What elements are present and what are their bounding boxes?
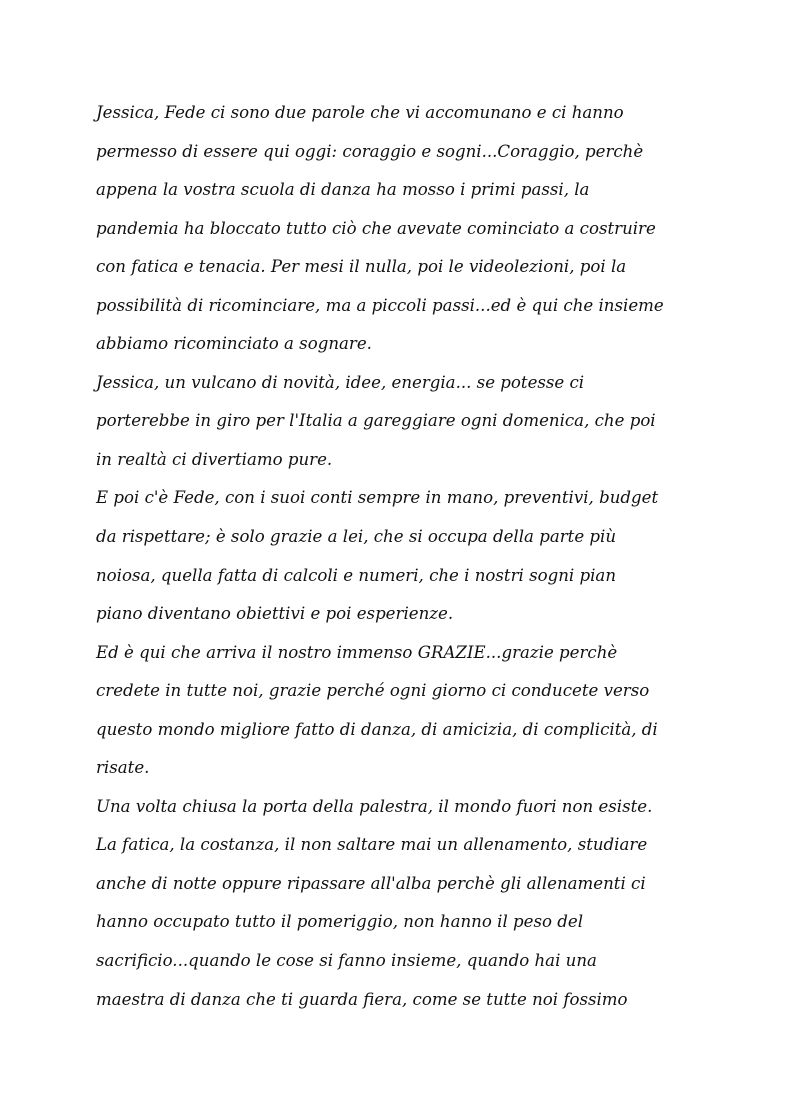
text-line: La fatica, la costanza, il non saltare mai un allenamento, studiare — [96, 835, 648, 855]
text-line: pandemia ha bloccato tutto ciò che avevate cominciato a costruire — [96, 218, 656, 238]
text-line: sacrificio...quando le cose si fanno insieme, quando hai una — [96, 951, 597, 971]
text-line: in realtà ci divertiamo pure. — [96, 449, 333, 469]
text-line: permesso di essere qui oggi: coraggio e sogni...Coraggio, perchè — [96, 141, 644, 161]
text-line: anche di notte oppure ripassare all'alba perchè gli allenamenti ci — [96, 873, 646, 893]
text-line: questo mondo migliore fatto di danza, di amicizia, di complicità, di — [96, 719, 658, 739]
text-line: risate. — [96, 758, 150, 778]
letter-body — [96, 94, 716, 1019]
text-line: Una volta chiusa la porta della palestra, il mondo fuori non esiste. — [96, 796, 653, 816]
text-line: porterebbe in giro per l'Italia a gareggiare ogni domenica, che poi — [96, 411, 656, 431]
text-line: maestra di danza che ti guarda fiera, come se tutte noi fossimo — [96, 989, 628, 1009]
text-line: abbiamo ricominciato a sognare. — [96, 334, 372, 354]
text-line: Jessica, Fede ci sono due parole che vi accomunano e ci hanno — [96, 103, 624, 122]
text-line: Ed è qui che arriva il nostro immenso GRAZIE...grazie perchè — [96, 642, 618, 662]
text-line: da rispettare; è solo grazie a lei, che si occupa della parte più — [96, 527, 617, 547]
text-line: noiosa, quella fatta di calcoli e numeri, che i nostri sogni pian — [96, 565, 617, 585]
text-line: Jessica, un vulcano di novità, idee, energia... se potesse ci — [96, 372, 585, 392]
text-line: hanno occupato tutto il pomeriggio, non hanno il peso del — [96, 912, 583, 932]
text-line: credete in tutte noi, grazie perché ogni giorno ci conducete verso — [96, 681, 650, 701]
text-line: possibilità di ricominciare, ma a piccoli passi...ed è qui che insieme — [96, 295, 664, 315]
text-line: appena la vostra scuola di danza ha mosso i primi passi, la — [96, 180, 590, 200]
text-line: con fatica e tenacia. Per mesi il nulla, poi le videolezioni, poi la — [96, 257, 627, 277]
text-line: E poi c'è Fede, con i suoi conti sempre in mano, preventivi, budget — [96, 488, 659, 508]
text-line: piano diventano obiettivi e poi esperienze. — [96, 604, 454, 624]
